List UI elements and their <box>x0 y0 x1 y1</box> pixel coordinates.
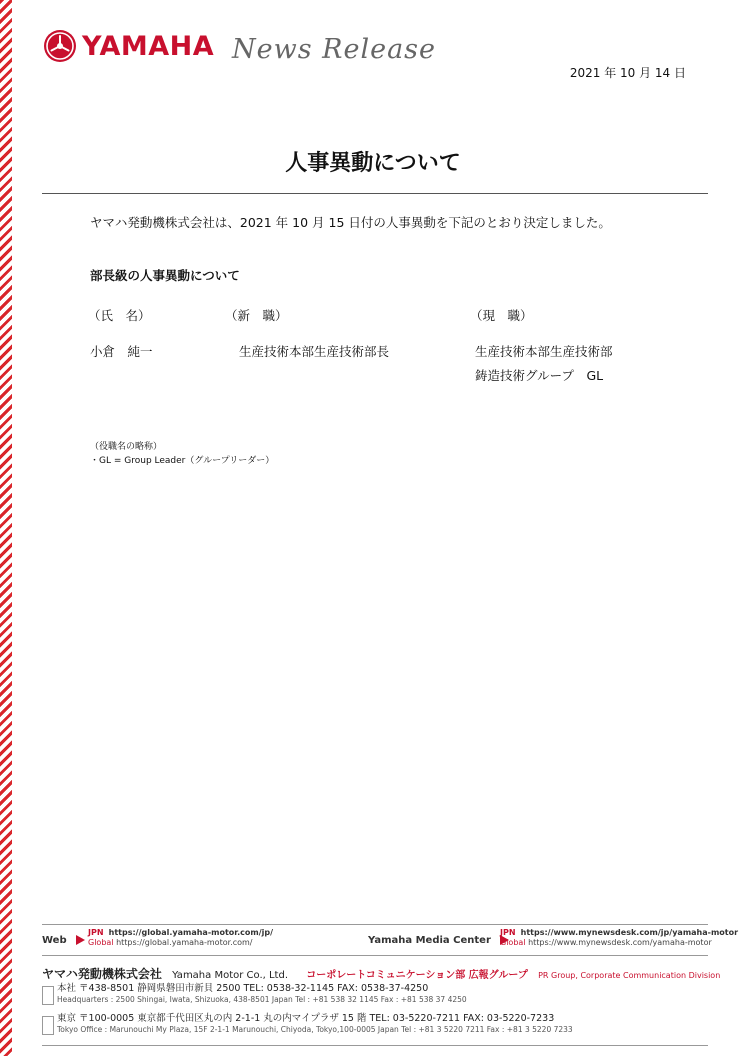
footer-top-divider <box>42 924 708 925</box>
tokyo-box <box>42 1016 54 1035</box>
pr-group-en: PR Group, Corporate Communication Division <box>538 971 721 980</box>
web-global-link[interactable]: https://global.yamaha-motor.com/ <box>116 938 253 947</box>
tokyo-address: 東京 〒100-0005 東京都千代田区丸の内 2-1-1 丸の内マイプラザ 15 階 TEL: 03-5220-7211 FAX: 03-5220-7233 Tokyo Office : Marunouchi My Plaza, 15F 2-1-1 Marunouchi, Chiyoda, Tokyo,100-0005 Japan Tel : +81 3 5220 7211 Fax : +81 3 5220 7233 <box>57 1013 573 1034</box>
company-name-en: Yamaha Motor Co., Ltd. <box>172 970 289 981</box>
footer-bottom-divider <box>42 1045 708 1046</box>
brand-wordmark: YAMAHA <box>82 30 215 62</box>
header-current-position: （現 職） <box>470 308 533 323</box>
web-label: Web <box>42 935 85 946</box>
news-release-tagline: News Release <box>232 34 437 65</box>
arrow-right-icon <box>76 935 85 945</box>
header-new-position: （新 職） <box>225 308 288 323</box>
hq-box <box>42 986 54 1005</box>
company-line <box>42 965 720 982</box>
media-jpn-link[interactable]: https://www.mynewsdesk.com/jp/yamaha-motor <box>520 928 739 937</box>
media-global-link[interactable]: https://www.mynewsdesk.com/yamaha-motor <box>528 938 712 947</box>
yamaha-logo <box>44 30 214 62</box>
footer-mid-divider <box>42 955 708 956</box>
web-jpn-link[interactable]: https://global.yamaha-motor.com/jp/ <box>108 928 274 937</box>
lead-paragraph: ヤマハ発動機株式会社は、2021 年 10 月 15 日付の人事異動を下記のとおり決定しました。 <box>90 215 611 230</box>
person-name: 小倉 純一 <box>90 344 153 359</box>
media-center-label: Yamaha Media Center <box>368 935 509 946</box>
tuning-fork-emblem-icon <box>44 30 76 62</box>
current-position-line-1: 生産技術本部生産技術部 <box>475 344 613 359</box>
abbreviation-note <box>90 440 274 468</box>
release-date: 2021 年 10 月 14 日 <box>569 66 686 80</box>
note-item: ・GL = Group Leader（グループリーダー） <box>90 456 275 466</box>
hq-address: 本社 〒438-8501 静岡県磐田市新貝 2500 TEL: 0538-32-1145 FAX: 0538-37-4250 Headquarters : 2500 Shingai, Iwata, Shizuoka, 438-8501 Japan Tel : +81 538 32 1145 Fax : +81 538 37 4250 <box>57 983 467 1004</box>
web-links: JPN https://global.yamaha-motor.com/jp/ Global https://global.yamaha-motor.com/ <box>88 928 274 947</box>
pr-group-jp: コーポレートコミュニケーション部 広報グループ <box>306 970 528 981</box>
section-heading: 部長級の人事異動について <box>90 268 240 283</box>
media-links: JPN https://www.mynewsdesk.com/jp/yamaha-motor Global https://www.mynewsdesk.com/yamaha-motor <box>500 928 739 947</box>
company-name-jp: ヤマハ発動機株式会社 <box>42 967 162 981</box>
header-name: （氏 名） <box>88 308 151 323</box>
note-heading: （役職名の略称） <box>90 442 163 452</box>
new-position: 生産技術本部生産技術部長 <box>239 344 390 359</box>
title-divider <box>42 193 708 194</box>
page-title: 人事異動について <box>285 151 461 176</box>
current-position-line-2: 鋳造技術グループ GL <box>475 368 604 383</box>
